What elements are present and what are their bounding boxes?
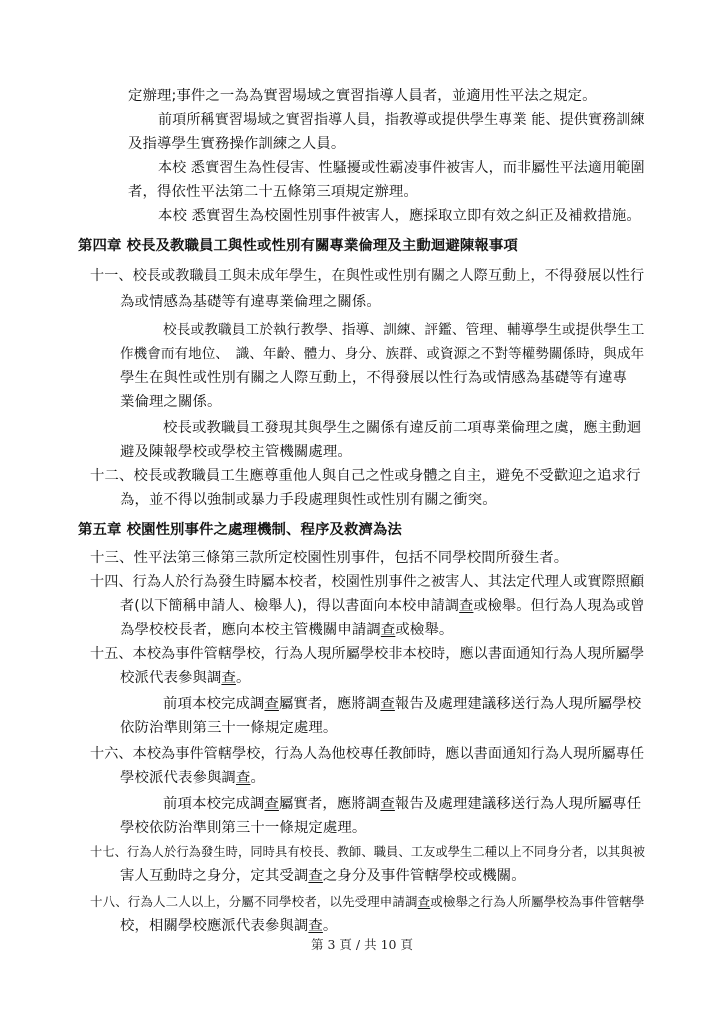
underlined-text: 查 — [380, 696, 395, 712]
paragraph-line — [120, 490, 497, 510]
paragraph-line — [120, 368, 627, 388]
text-segment: 十七、行為人於行為發生時，同時具有校長、教師、職員、工友或學生二種以上不同身分者，以其與被 — [90, 845, 646, 859]
page-footer: 第 3 頁 / 共 10 頁 — [311, 937, 413, 952]
text-segment: 前項所稱實習場域之實習指導人員，指教導或提供學生專業 能、提供實務訓練 — [158, 112, 645, 128]
paragraph-line — [163, 694, 641, 714]
underlined-text: 查 — [264, 796, 279, 812]
text-segment: 作機會而有地位、 識、年齡、體力、身分、族群、或資源之不對等權勢關係時，與成年 — [120, 346, 645, 362]
paragraph-line — [163, 320, 644, 340]
paragraph-line — [120, 768, 265, 788]
article-line — [90, 644, 644, 664]
text-segment: 及指導學生實務操作訓練之人員。 — [128, 136, 346, 152]
text-segment: 定辦理;事件之一為為實習場域之實習指導人員者，並適用性平法之規定。 — [128, 88, 597, 104]
text-segment: 校，相關學校應派代表參與調 — [120, 918, 309, 934]
paragraph-line — [120, 818, 366, 838]
text-segment: 十二、校長或教職員工生應尊重他人與自己之性或身體之自主，避免不受歡迎之追求行 — [90, 468, 641, 484]
chapter-heading — [78, 236, 518, 256]
text-segment: 本校 悉實習生為性侵害、性騷擾或性霸凌事件被害人，而非屬性平法適用範圍 — [158, 160, 645, 176]
text-segment: 之身分及事件管轄學校或機關。 — [322, 868, 526, 884]
paragraph-line — [120, 596, 645, 616]
article-line — [90, 266, 644, 286]
text-segment: 者(以下簡稱申請人、檢舉人)，得以書面向本校申請調 — [120, 598, 460, 614]
text-segment: 校派代表參與調 — [120, 670, 222, 686]
article-line — [90, 842, 645, 862]
underlined-text: 查 — [380, 796, 395, 812]
text-segment: 前項本校完成調 — [163, 796, 265, 812]
paragraph-line — [128, 86, 597, 106]
text-segment: 或檢舉。 — [395, 622, 454, 638]
text-segment: 十一、校長或教職員工與未成年學生，在與性或性別有關之人際互動上，不得發展以性行 — [90, 268, 645, 284]
paragraph-line — [163, 418, 641, 438]
paragraph-line — [120, 442, 352, 462]
underlined-text: 查 — [308, 918, 323, 934]
underlined-text: 查 — [417, 894, 431, 909]
text-segment: 業倫理之關係。 — [120, 394, 222, 410]
text-segment: 害人互動時之身分，定其受調 — [120, 868, 309, 884]
text-segment: 前項本校完成調 — [163, 696, 265, 712]
text-segment: 。 — [322, 918, 338, 934]
underlined-text: 查 — [459, 598, 474, 614]
paragraph-line — [163, 794, 641, 814]
text-segment: 學校依防治準則第三十一條規定處理。 — [120, 820, 367, 836]
article-line — [90, 892, 644, 912]
article-line — [90, 744, 644, 764]
underlined-text: 查 — [264, 696, 279, 712]
underlined-text: 查 — [380, 622, 396, 638]
paragraph-line — [120, 866, 526, 886]
paragraph-line — [158, 206, 641, 226]
text-segment: 報告及處理建議移送行為人現所屬專任 — [394, 796, 642, 812]
text-segment: 為學校校長者，應向本校主管機關申請調 — [120, 622, 381, 638]
text-segment: 屬實者，應將調 — [278, 696, 381, 712]
text-segment: 或檢舉。但行為人現為或曾 — [473, 598, 645, 614]
underlined-text: 查 — [221, 670, 236, 686]
paragraph-line — [120, 668, 250, 688]
text-segment: 校長或教職員工發現其與學生之關係有違反前二項專業倫理之虞，應主動迴 — [163, 420, 642, 436]
text-segment: 屬實者，應將調 — [278, 796, 381, 812]
text-segment: 第四章 校長及教職員工與性或性別有關專業倫理及主動迴避陳報事項 — [78, 238, 518, 254]
text-segment: 十六、本校為事件管轄學校，行為人為他校專任教師時，應以書面通知行為人現所屬專任 — [90, 746, 645, 762]
text-segment: 十八、行為人二人以上，分屬不同學校者，以先受理申請調 — [90, 894, 418, 909]
article-line — [90, 572, 644, 592]
article-line — [90, 548, 568, 568]
text-segment: 十三、性平法第三條第三款所定校園性別事件，包括不同學校間所發生者。 — [90, 550, 569, 566]
paragraph-line — [120, 292, 381, 312]
text-segment: 校長或教職員工於執行教學、指導、訓練、評鑑、管理、輔導學生或提供學生工 — [163, 322, 645, 338]
paragraph-line — [158, 110, 645, 130]
text-segment: 。 — [235, 670, 251, 686]
text-segment: 第五章 校園性別事件之處理機制、程序及救濟為法 — [78, 522, 402, 538]
text-segment: 或檢舉之行為人所屬學校為事件管轄學 — [430, 894, 645, 909]
paragraph-line — [120, 620, 453, 640]
text-segment: 者，得依性平法第二十五條第三項規定辦理。 — [128, 184, 418, 200]
text-segment: 學生在與性或性別有關之人際互動上，不得發展以性行為或情感為基礎等有違專 — [120, 370, 628, 386]
chapter-heading — [78, 520, 402, 540]
text-segment: 本校 悉實習生為校園性別事件被害人，應採取立即有效之糾正及補救措施。 — [158, 208, 641, 224]
paragraph-line — [128, 134, 345, 154]
underlined-text: 查 — [235, 770, 251, 786]
underlined-text: 查 — [308, 868, 323, 884]
text-segment: 十五、本校為事件管轄學校，行為人現所屬學校非本校時，應以書面通知行為人現所屬學 — [90, 646, 645, 662]
text-segment: 依防治準則第三十一條規定處理。 — [120, 720, 338, 736]
paragraph-line — [158, 158, 645, 178]
paragraph-line — [120, 344, 644, 364]
text-segment: 報告及處理建議移送行為人現所屬學校 — [394, 696, 642, 712]
paragraph-line — [120, 718, 337, 738]
text-segment: 十四、行為人於行為發生時屬本校者，校園性別事件之被害人、其法定代理人或實際照顧 — [90, 574, 645, 590]
article-line — [90, 466, 641, 486]
paragraph-line — [128, 182, 418, 202]
text-segment: 為或情感為基礎等有違專業倫理之關係。 — [120, 294, 381, 310]
text-segment: 避及陳報學校或學校主管機關處理。 — [120, 444, 352, 460]
text-segment: 。 — [250, 770, 265, 786]
text-segment: 學校派代表參與調 — [120, 770, 236, 786]
text-segment: 為，並不得以強制或暴力手段處理與性或性別有關之衝突。 — [120, 492, 497, 508]
paragraph-line — [120, 916, 337, 936]
paragraph-line — [120, 392, 221, 412]
